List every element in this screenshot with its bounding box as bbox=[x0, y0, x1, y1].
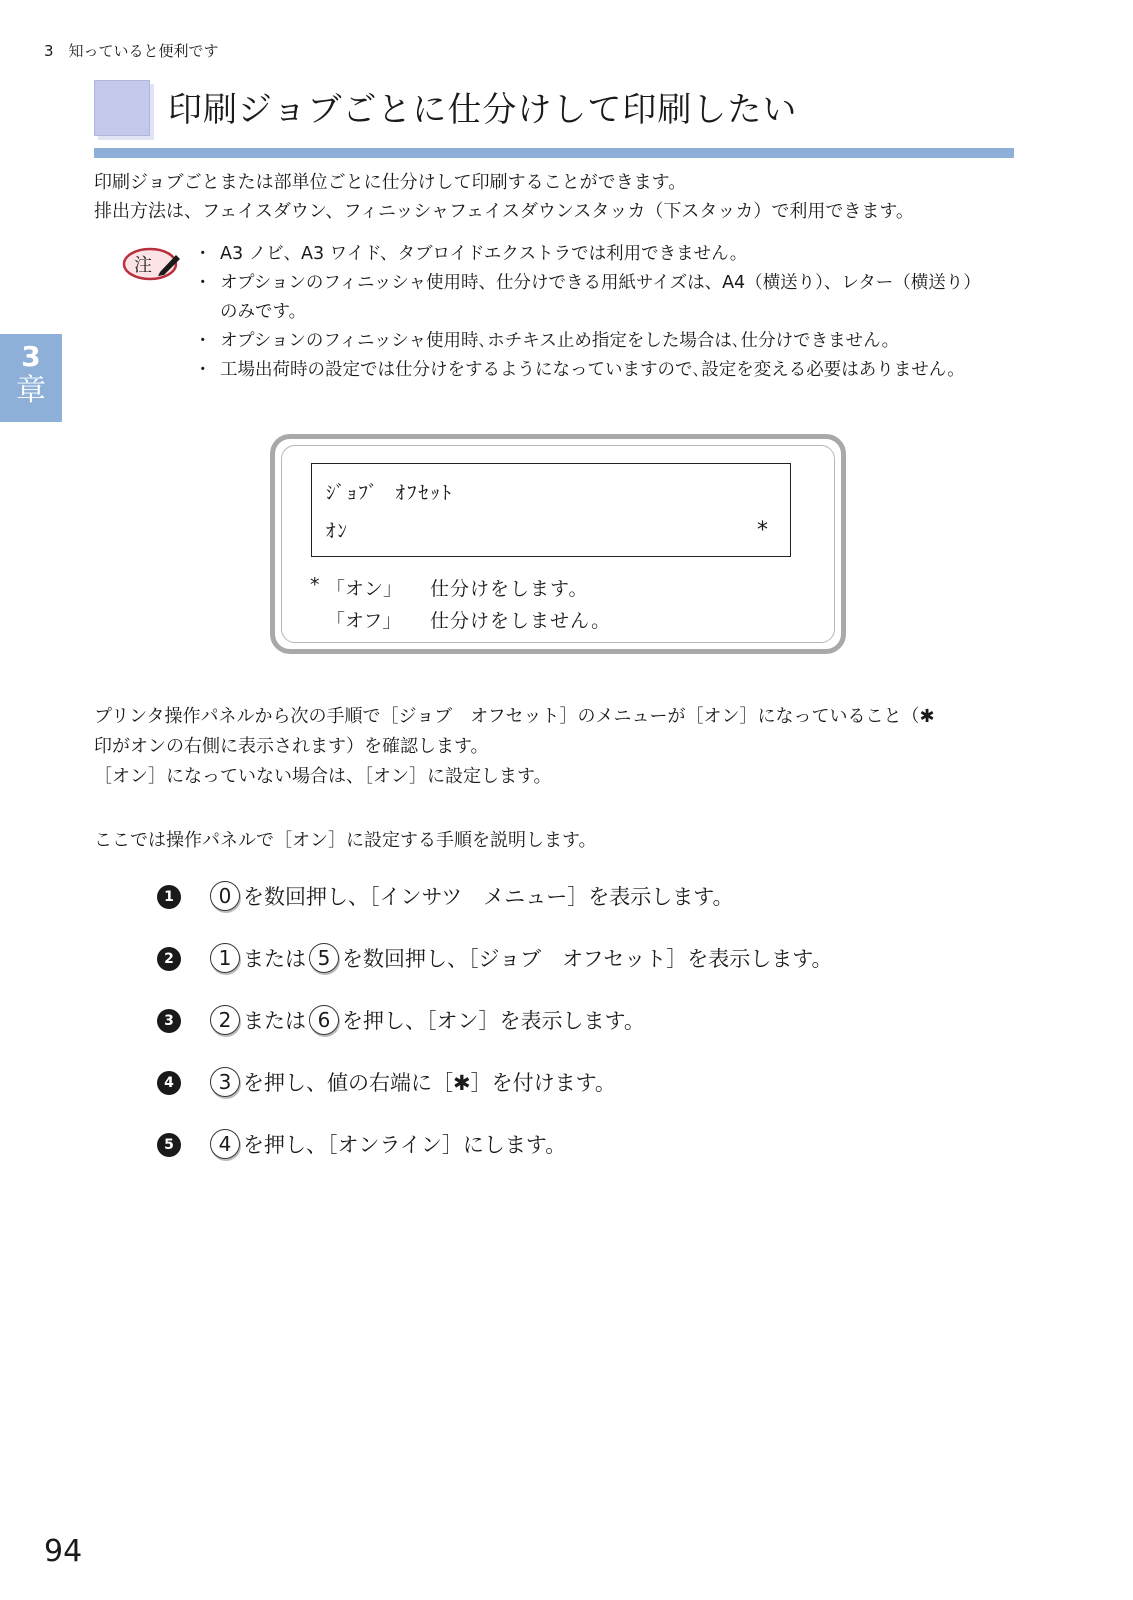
chapter-label: 章 bbox=[16, 373, 46, 408]
step-text: を押し、［オン］を表示します。 bbox=[342, 1009, 645, 1033]
step-connector: または bbox=[243, 947, 306, 971]
body-paragraph bbox=[94, 702, 1034, 792]
key-6-icon: 6 bbox=[309, 1005, 339, 1035]
note-list bbox=[196, 240, 986, 385]
step-number: 1 bbox=[157, 885, 181, 909]
body-line: ［オン］になっていない場合は、［オン］に設定します。 bbox=[94, 766, 552, 787]
key-3-icon: 3 bbox=[210, 1067, 240, 1097]
title-square-icon bbox=[94, 80, 150, 136]
step-text: を押し、［オンライン］にします。 bbox=[243, 1133, 567, 1157]
key-4-icon: 4 bbox=[210, 1129, 240, 1159]
key-5-icon: 5 bbox=[309, 943, 339, 973]
lcd-line-value: ｵﾝ bbox=[326, 520, 350, 542]
intro-line: 排出方法は、フェイスダウン、フィニッシャフェイスダウンスタッカ（下スタッカ）で利用できます。 bbox=[94, 201, 914, 222]
key-0-icon: 0 bbox=[210, 881, 240, 911]
key-1-icon: 1 bbox=[210, 943, 240, 973]
key-2-icon: 2 bbox=[210, 1005, 240, 1035]
step-text: を押し、値の右端に［✱］を付けます。 bbox=[243, 1071, 616, 1095]
step-number: 5 bbox=[157, 1133, 181, 1157]
intro-line: 印刷ジョブごとまたは部単位ごとに仕分けして印刷することができます。 bbox=[94, 172, 687, 193]
procedure-lead: ここでは操作パネルで［オン］に設定する手順を説明します。 bbox=[94, 830, 597, 851]
lcd-display bbox=[311, 463, 791, 557]
note-item: ・ オプションのフィニッシャ使用時､ホチキス止め指定をした場合は､仕分けできません。 bbox=[196, 327, 986, 356]
title-rule bbox=[94, 148, 1014, 158]
step-number: 4 bbox=[157, 1071, 181, 1095]
step-text: を数回押し、［ジョブ オフセット］を表示します。 bbox=[342, 947, 833, 971]
note-item: ・ オプションのフィニッシャ使用時、仕分けできる用紙サイズは、A4（横送り）、レター（横送り）のみです。 bbox=[196, 269, 986, 327]
lcd-line-menu: ｼﾞｮﾌﾞ ｵﾌｾｯﾄ bbox=[326, 482, 454, 504]
running-header: 3 知っていると便利です bbox=[44, 42, 219, 60]
page-title: 印刷ジョブごとに仕分けして印刷したい bbox=[168, 90, 798, 130]
note-pencil-icon bbox=[122, 246, 188, 282]
option-description: 仕分けをします。 bbox=[430, 578, 589, 600]
step-text: を数回押し、［インサツ メニュー］を表示します。 bbox=[243, 885, 734, 909]
option-mark: * bbox=[310, 574, 320, 596]
step-connector: または bbox=[243, 1009, 306, 1033]
body-line: プリンタ操作パネルから次の手順で［ジョブ オフセット］のメニューが［オン］になっていること（✱ bbox=[94, 706, 935, 727]
chapter-tab bbox=[0, 334, 62, 422]
option-value: 「オフ」 bbox=[326, 610, 402, 632]
lcd-star: * bbox=[757, 518, 768, 543]
note-item: ・ 工場出荷時の設定では仕分けをするようになっていますので､設定を変える必要はありません。 bbox=[196, 356, 986, 385]
body-line: 印がオンの右側に表示されます）を確認します。 bbox=[94, 736, 489, 757]
step-number: 3 bbox=[157, 1009, 181, 1033]
intro-paragraph bbox=[94, 168, 1034, 226]
note-badge bbox=[122, 246, 188, 282]
page-number: 94 bbox=[44, 1534, 83, 1569]
note-badge-label: 注 bbox=[134, 255, 152, 276]
step-number: 2 bbox=[157, 947, 181, 971]
note-item: ・ A3 ノビ、A3 ワイド、タブロイドエクストラでは利用できません。 bbox=[196, 240, 986, 269]
option-description: 仕分けをしません。 bbox=[430, 610, 612, 632]
chapter-number: 3 bbox=[21, 340, 41, 373]
option-value: 「オン」 bbox=[326, 578, 403, 600]
